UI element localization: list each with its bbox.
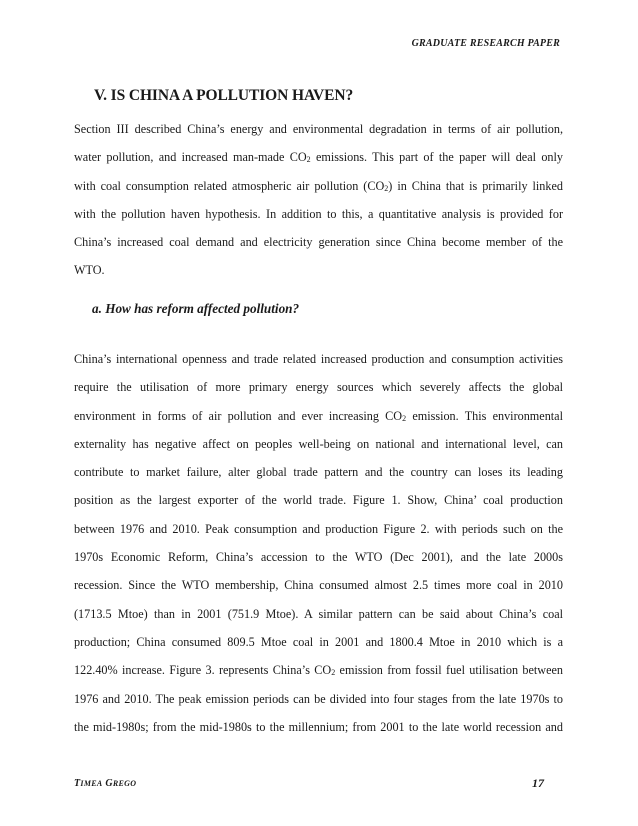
subscript: 2 [331,668,336,678]
text-line: China’s international openness and trade related increased production and consumption activities [74,352,563,366]
text-line: 1976 and 2010. The peak emission periods can be divided into four stages from the late 1970s to [74,691,563,706]
text-line: externality has negative affect on peoples well-being on national and international level, can [74,436,563,451]
text-line: WTO. [74,263,105,278]
text-line: between 1976 and 2010. Peak consumption and production Figure 2. with periods such on the [74,521,563,536]
text-line: with coal consumption related atmospheric air pollution $(CO_2)$ in China that is primarily linked [74,178,563,193]
subscript: 2 [306,155,311,165]
text-line: recession. Since the WTO membership, China consumed almost 2.5 times more coal in 2010 [74,578,563,593]
text-line: with the pollution haven hypothesis. In addition to this, a quantitative analysis is provided for [74,206,563,221]
footer-author: TIMEA GREGO [74,778,137,789]
text-line: environment in forms of air pollution and ever increasing $CO_2$ emission. This environmental [74,408,563,423]
text-line: China’s increased coal demand and electricity generation since China become member of the [74,235,563,250]
running-header: GRADUATE RESEARCH PAPER [411,38,560,49]
text-line: water pollution, and increased man-made $CO_2$ emissions. This part of the paper will deal only [74,150,563,165]
text-line: position as the largest exporter of the world trade. Figure 1. Show, China’ coal production [74,493,563,508]
paragraph-2 [74,345,563,741]
subscript: 2 [384,183,389,193]
subscript: 2 [402,413,407,423]
text-line: require the utilisation of more primary energy sources which severely affects the global [74,380,563,395]
text-line: production; China consumed 809.5 Mtoe coal in 2001 and 1800.4 Mtoe in 2010 which is a [74,634,563,649]
text-line: 1970s Economic Reform, China’s accession to the WTO (Dec 2001), and the late 2000s [74,550,563,565]
text-line: the mid-1980s; from the mid-1980s to the millennium; from 2001 to the late world recession and [74,719,563,734]
text-line: (1713.5 Mtoe) than in 2001 (751.9 Mtoe). A similar pattern can be said about China’s coal [74,606,563,621]
text-line: Section III described China’s energy and environmental degradation in terms of air pollution, [74,122,563,136]
section-heading: V. IS CHINA A POLLUTION HAVEN? [94,87,354,104]
text-line: contribute to market failure, alter global trade pattern and the country can loses its leading [74,465,563,480]
text-line: 122.40% increase. Figure 3. represents China’s $CO_2$ emission from fossil fuel utilisation between [74,663,563,678]
subsection-heading: a. How has reform affected pollution? [92,301,300,316]
page-number: 17 [532,776,544,790]
paragraph-1 [74,115,563,285]
